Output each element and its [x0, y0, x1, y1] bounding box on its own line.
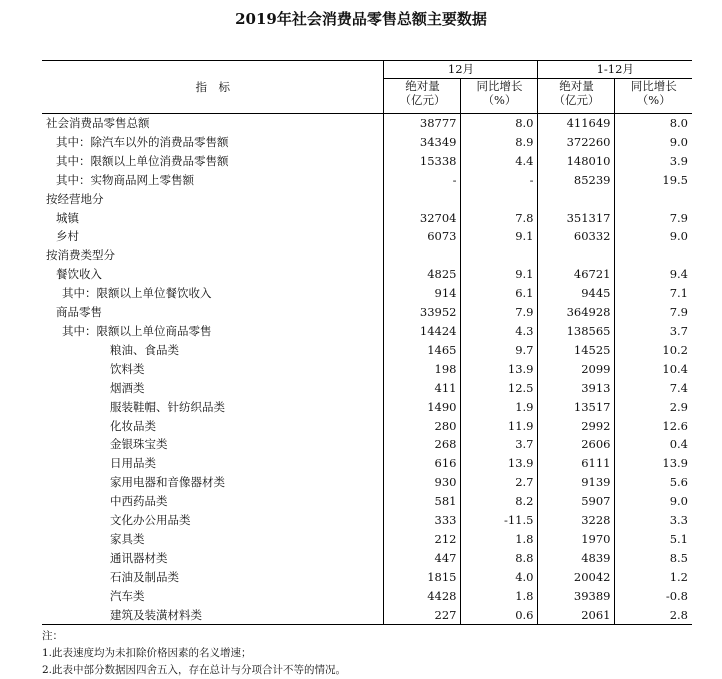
table-row: [42, 417, 692, 436]
value-year-cell: 3913: [538, 379, 615, 398]
value-year-cell: 364928: [538, 303, 615, 322]
growth-year-cell: 7.9: [615, 209, 692, 228]
table-row: [42, 190, 692, 209]
value-dec-cell: 32704: [384, 209, 461, 228]
growth-year-cell: 7.9: [615, 303, 692, 322]
value-year-cell: [538, 190, 615, 209]
row-label: 服装鞋帽、针纺织品类: [110, 399, 225, 414]
growth-dec-cell: 8.2: [461, 492, 538, 511]
growth-year-cell: 9.0: [615, 492, 692, 511]
period-header-december: 12月: [384, 61, 538, 79]
growth-year-cell: 9.4: [615, 265, 692, 284]
growth-year-cell: 1.2: [615, 568, 692, 587]
growth-dec-cell: 13.9: [461, 454, 538, 473]
growth-year-cell: -0.8: [615, 587, 692, 606]
row-label: 粮油、食品类: [110, 342, 179, 357]
value-year-cell: 9445: [538, 284, 615, 303]
value-year-cell: 60332: [538, 227, 615, 246]
table-row: [42, 473, 692, 492]
row-label: 其中：实物商品网上零售额: [56, 172, 194, 187]
value-dec-cell: 333: [384, 511, 461, 530]
value-dec-cell: 411: [384, 379, 461, 398]
value-dec-cell: 6073: [384, 227, 461, 246]
absolute-header-unit: （亿元）: [553, 93, 600, 107]
growth-dec-cell: 3.7: [461, 435, 538, 454]
value-year-cell: 2099: [538, 360, 615, 379]
growth-header-label: 同比增长: [476, 79, 523, 93]
growth-year-cell: [615, 190, 692, 209]
growth-year-cell: 12.6: [615, 417, 692, 436]
growth-year-cell: 3.9: [615, 152, 692, 171]
value-year-cell: 46721: [538, 265, 615, 284]
row-label: 按消费类型分: [46, 248, 115, 263]
value-year-cell: 5907: [538, 492, 615, 511]
value-dec-cell: 914: [384, 284, 461, 303]
absolute-header: [538, 79, 615, 114]
growth-year-cell: [615, 246, 692, 265]
growth-dec-cell: 4.4: [461, 152, 538, 171]
row-label: 按经营地分: [46, 191, 104, 206]
value-dec-cell: 14424: [384, 322, 461, 341]
value-year-cell: [538, 246, 615, 265]
period-header-full-year: 1-12月: [538, 61, 692, 79]
growth-year-cell: 7.1: [615, 284, 692, 303]
table-row: [42, 530, 692, 549]
growth-dec-cell: 9.1: [461, 227, 538, 246]
value-year-cell: 2606: [538, 435, 615, 454]
absolute-header-label: 绝对量: [405, 79, 440, 93]
growth-year-cell: 3.3: [615, 511, 692, 530]
row-label: 文化办公用品类: [110, 513, 191, 528]
value-dec-cell: 1465: [384, 341, 461, 360]
growth-dec-cell: 7.8: [461, 209, 538, 228]
growth-year-cell: 5.1: [615, 530, 692, 549]
value-year-cell: 1970: [538, 530, 615, 549]
value-year-cell: 372260: [538, 133, 615, 152]
table-row: [42, 133, 692, 152]
value-year-cell: 411649: [538, 114, 615, 133]
page-title: 2019年社会消费品零售总额主要数据: [235, 10, 487, 28]
value-year-cell: 13517: [538, 398, 615, 417]
value-dec-cell: 4428: [384, 587, 461, 606]
table-row: [42, 114, 692, 133]
row-label: 家用电器和音像器材类: [110, 475, 225, 490]
value-year-cell: 14525: [538, 341, 615, 360]
absolute-header-label: 绝对量: [559, 79, 594, 93]
growth-year-cell: 13.9: [615, 454, 692, 473]
value-year-cell: 9139: [538, 473, 615, 492]
row-label: 饮料类: [110, 361, 145, 376]
value-year-cell: 2061: [538, 606, 615, 625]
header-row-periods: [42, 61, 692, 79]
row-label: 中西药品类: [110, 494, 168, 509]
row-label: 其中：限额以上单位消费品零售额: [56, 153, 229, 168]
row-label: 建筑及装潢材料类: [42, 606, 384, 625]
growth-dec-cell: 2.7: [461, 473, 538, 492]
growth-header-unit: （%）: [636, 93, 671, 107]
table-row: [42, 379, 692, 398]
value-dec-cell: 581: [384, 492, 461, 511]
growth-year-cell: 3.7: [615, 322, 692, 341]
row-label: 其中：限额以上单位商品零售: [62, 323, 212, 338]
growth-header: [615, 79, 692, 114]
table-row: [42, 568, 692, 587]
value-dec-cell: 1815: [384, 568, 461, 587]
table-row: [42, 435, 692, 454]
note-item: 2.此表中部分数据因四舍五入，存在总计与分项合计不等的情况。: [42, 664, 347, 676]
retail-sales-table: [42, 60, 692, 625]
value-dec-cell: 33952: [384, 303, 461, 322]
value-year-cell: 4839: [538, 549, 615, 568]
table-row: [42, 511, 692, 530]
growth-dec-cell: 1.8: [461, 587, 538, 606]
growth-year-cell: 10.4: [615, 360, 692, 379]
row-label: 日用品类: [110, 456, 156, 471]
row-label: 家具类: [110, 531, 145, 546]
row-label: 石油及制品类: [110, 569, 179, 584]
value-dec-cell: [384, 246, 461, 265]
absolute-header: [384, 79, 461, 114]
table-row: [42, 303, 692, 322]
growth-header: [461, 79, 538, 114]
table-row: [42, 227, 692, 246]
row-label: 烟酒类: [110, 380, 145, 395]
value-year-cell: 20042: [538, 568, 615, 587]
value-dec-cell: 1490: [384, 398, 461, 417]
value-dec-cell: [384, 190, 461, 209]
row-label: 餐饮收入: [56, 267, 102, 282]
growth-dec-cell: 8.9: [461, 133, 538, 152]
value-year-cell: 351317: [538, 209, 615, 228]
value-year-cell: 2992: [538, 417, 615, 436]
table-row: [42, 360, 692, 379]
table-row: [42, 398, 692, 417]
value-dec-cell: 212: [384, 530, 461, 549]
row-label: 社会消费品零售总额: [46, 116, 150, 130]
growth-year-cell: 9.0: [615, 227, 692, 246]
row-label: 乡村: [56, 229, 79, 244]
value-year-cell: 148010: [538, 152, 615, 171]
note-heading: 注：: [42, 630, 63, 642]
growth-year-cell: 9.0: [615, 133, 692, 152]
value-dec-cell: 34349: [384, 133, 461, 152]
growth-dec-cell: 1.9: [461, 398, 538, 417]
value-dec-cell: 616: [384, 454, 461, 473]
table-body: [42, 114, 692, 625]
indicator-header: 指 标: [42, 61, 384, 114]
value-dec-cell: -: [384, 171, 461, 190]
growth-year-cell: 8.5: [615, 549, 692, 568]
value-dec-cell: 447: [384, 549, 461, 568]
value-dec-cell: 15338: [384, 152, 461, 171]
table-row: [42, 454, 692, 473]
growth-year-cell: 8.0: [615, 114, 692, 133]
growth-dec-cell: 4.0: [461, 568, 538, 587]
growth-dec-cell: 12.5: [461, 379, 538, 398]
table-row: [42, 152, 692, 171]
growth-dec-cell: 11.9: [461, 417, 538, 436]
table-row: [42, 587, 692, 606]
growth-dec-cell: 1.8: [461, 530, 538, 549]
growth-dec-cell: 9.7: [461, 341, 538, 360]
growth-year-cell: 7.4: [615, 379, 692, 398]
growth-year-cell: 19.5: [615, 171, 692, 190]
row-label: 金银珠宝类: [110, 437, 168, 452]
value-dec-cell: 227: [384, 606, 461, 625]
growth-dec-cell: -11.5: [461, 511, 538, 530]
absolute-header-unit: （亿元）: [399, 93, 446, 107]
table-row: [42, 549, 692, 568]
growth-dec-cell: [461, 190, 538, 209]
value-dec-cell: 198: [384, 360, 461, 379]
growth-year-cell: 2.9: [615, 398, 692, 417]
table-row: [42, 322, 692, 341]
value-dec-cell: 280: [384, 417, 461, 436]
value-year-cell: 39389: [538, 587, 615, 606]
table-row: [42, 265, 692, 284]
footnotes: [42, 628, 346, 679]
growth-year-cell: 0.4: [615, 435, 692, 454]
note-item: 1.此表速度均为未扣除价格因素的名义增速；: [42, 647, 252, 659]
row-label: 通讯器材类: [110, 550, 168, 565]
table-row: [42, 284, 692, 303]
row-label: 化妆品类: [110, 418, 156, 433]
row-label: 其中：除汽车以外的消费品零售额: [56, 134, 229, 149]
table-row: [42, 492, 692, 511]
growth-year-cell: 10.2: [615, 341, 692, 360]
growth-dec-cell: [461, 246, 538, 265]
value-year-cell: 6111: [538, 454, 615, 473]
row-label: 其中：限额以上单位餐饮收入: [62, 286, 212, 301]
growth-dec-cell: 7.9: [461, 303, 538, 322]
table-row: [42, 246, 692, 265]
table-row: [42, 209, 692, 228]
growth-dec-cell: 4.3: [461, 322, 538, 341]
value-dec-cell: 930: [384, 473, 461, 492]
growth-year-cell: 2.8: [615, 606, 692, 625]
value-year-cell: 85239: [538, 171, 615, 190]
growth-dec-cell: 13.9: [461, 360, 538, 379]
growth-dec-cell: 0.6: [461, 606, 538, 625]
value-dec-cell: 268: [384, 435, 461, 454]
row-label: 汽车类: [110, 588, 145, 603]
growth-year-cell: 5.6: [615, 473, 692, 492]
value-year-cell: 138565: [538, 322, 615, 341]
growth-dec-cell: 6.1: [461, 284, 538, 303]
growth-dec-cell: 8.8: [461, 549, 538, 568]
growth-dec-cell: -: [461, 171, 538, 190]
value-year-cell: 3228: [538, 511, 615, 530]
growth-header-unit: （%）: [482, 93, 517, 107]
table-row: [42, 341, 692, 360]
growth-dec-cell: 9.1: [461, 265, 538, 284]
value-dec-cell: 4825: [384, 265, 461, 284]
growth-header-label: 同比增长: [630, 79, 677, 93]
table-row: [42, 171, 692, 190]
row-label: 商品零售: [56, 305, 102, 320]
value-dec-cell: 38777: [384, 114, 461, 133]
table-row: [42, 606, 692, 625]
row-label: 城镇: [56, 210, 79, 225]
growth-dec-cell: 8.0: [461, 114, 538, 133]
